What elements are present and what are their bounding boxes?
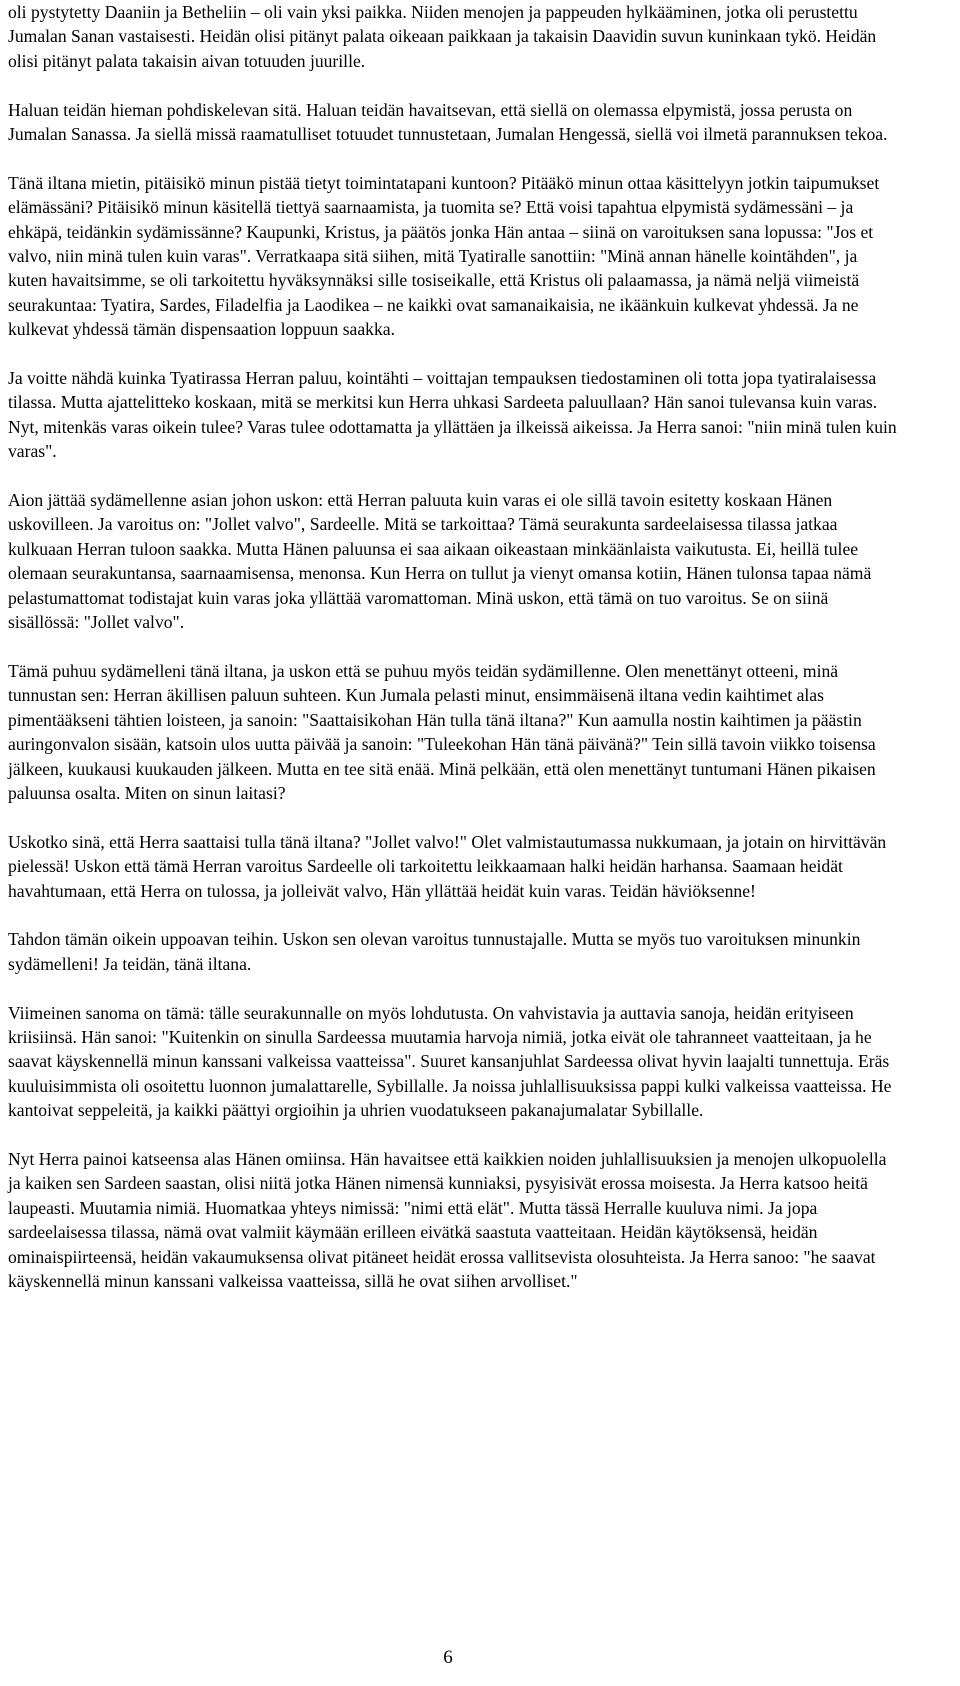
document-page [8,0,900,1318]
paragraph-1: oli pystytetty Daaniin ja Betheliin – oli vain yksi paikka. Niiden menojen ja pappeuden hylkääminen, jotka oli perustettu Jumalan Sanan vastaisesti. Heidän olisi pitänyt palata oikeaan paikkaan ja takaisin Daavidin suvun kuninkaan tykö. Heidän olisi pitänyt palata takaisin aivan totuuden juurille. [8,2,877,71]
paragraph-2: Haluan teidän hieman pohdiskelevan sitä. Haluan teidän havaitsevan, että siellä on olemassa elpymistä, jossa perusta on Jumalan Sanassa. Ja siellä missä raamatulliset totuudet tunnustetaan, Jumalan Hengessä, siellä voi ilmetä parannuksen tekoa. [8,99,888,145]
paragraph-10: Nyt Herra painoi katseensa alas Hänen omiinsa. Hän havaitsee että kaikkien noiden juhlallisuuksien ja menojen ulkopuolella ja kaiken sen Sardeen saastan, olisi niitä jotka Hänen nimensä kunniaksi, pysyisivät erossa moisesta. Ja Herra katsoo heitä laupeasti. Muutamia nimiä. Huomatkaa yhteys nimissä: "nimi että elät". Mutta tässä Herralle kuuluva nimi. Ja jopa sardeelaisessa tilassa, nämä ovat valmiit käymään erilleen eivätkä saastuta vaatteitaan. Heidän käytöksensä, heidän ominaispiirteensä, heidän vakaumuksensa olivat pitäneet heidät erossa vallitsevista olosuhteista. Ja Herra sanoo: "he saavat käyskennellä minun kanssani valkeissa vaatteissa, sillä he ovat siihen arvolliset." [8,1148,887,1291]
paragraph-5: Aion jättää sydämellenne asian johon uskon: että Herran paluuta kuin varas ei ole sillä tavoin esitetty koskaan Hänen uskovilleen. Ja varoitus on: "Jollet valvo", Sardeelle. Mitä se tarkoittaa? Tämä seurakunta sardeelaisessa tilassa jatkaa kulkuaan Herran tuloon saakka. Mutta Hänen paluunsa ei saa aikaan oikeastaan minkäänlaista vaikutusta. Ei, heillä tulee olemaan seurakuntansa, saarnaamisensa, menonsa. Kun Herra on tullut ja vienyt omansa kotiin, Hänen tulonsa tapaa nämä pelastumattomat todistajat kuin varas joka yllättää varomattoman. Minä uskon, että tämä on tuo varoitus. Se on siinä sisällössä: "Jollet valvo". [8,490,872,633]
paragraph-9: Viimeinen sanoma on tämä: tälle seurakunnalle on myös lohdutusta. On vahvistavia ja auttavia sanoja, heidän erityiseen kriisiinsä. Hän sanoi: "Kuitenkin on sinulla Sardeessa muutamia harvoja nimiä, jotka eivät ole tahranneet vaatteitaan, ja he saavat käyskennellä minun kanssani valkeissa vaatteissa". Suuret kansanjuhlat Sardeessa olivat hyvin laajalti tunnettuja. Eräs kuuluisimmista oli osoitettu luonnon jumalattarelle, Sybillalle. Ja noissa juhlallisuuksissa pappi kulki valkeissa vaatteissa. He kantoivat seppeleitä, ja kaikki päättyi orgioihin ja uhrien vuodatukseen pakanajumalatar Sybillalle. [8,1002,892,1121]
paragraph-6: Tämä puhuu sydämelleni tänä iltana, ja uskon että se puhuu myös teidän sydämillenne. Olen menettänyt otteeni, minä tunnustan sen: Herran äkillisen paluun suhteen. Kun Jumala pelasti minut, ensimmäisenä iltana vedin kaihtimet alas pimentääkseni tähtien loisteen, ja sanoin: "Saattaisikohan Hän tulla tänä iltana?" Kun aamulla nostin kaihtimen ja päästin auringonvalon sisään, katsoin ulos uutta päivää ja sanoin: "Tuleekohan Hän tänä päivänä?" Tein sillä tavoin viikko toisensa jälkeen, kuukausi kuukauden jälkeen. Mutta en tee sitä enää. Minä pelkään, että olen menettänyt tuntumani Hänen pikaisen paluunsa osalta. Miten on sinun laitasi? [8,660,876,803]
paragraph-3: Tänä iltana mietin, pitäisikö minun pistää tietyt toimintatapani kuntoon? Pitääkö minun ottaa käsittelyyn jotkin taipumukset elämässäni? Pitäisikö minun käsitellä tiettyä saarnaamista, ja tuomita se? Että voisi tapahtua elpymistä sydämessäni – ja ehkäpä, teidänkin sydämissänne? Kaupunki, Kristus, ja päätös jonka Hän antaa – siinä on varoituksen sana lopussa: "Jos et valvo, niin minä tulen kuin varas". Verratkaapa sitä siihen, mitä Tyatiralle sanottiin: "Minä annan hänelle kointähden", ja kuten havaitsimme, se oli tarkoitettu hyväksynnäksi sille tosiseikalle, että Kristus oli palaamassa, ja nämä neljä viimeistä seurakuntaa: Tyatira, Sardes, Filadelfia ja Laodikea – ne kaikki ovat samanaikaisia, ne ikäänkuin kulkevat yhdessä. Ja ne kulkevat yhdessä tämän dispensaation loppuun saakka. [8,172,880,340]
page-number: 6 [443,1647,453,1668]
paragraph-7: Uskotko sinä, että Herra saattaisi tulla tänä iltana? "Jollet valvo!" Olet valmistautumassa nukkumaan, ja jotain on hirvittävän pielessä! Uskon että tämä Herran varoitus Sardeelle oli tarkoitettu leikkaamaan halki heidän harhansa. Saamaan heidät havahtumaan, että Herra on tulossa, ja jolleivät valvo, Hän yllättää heidät kuin varas. Teidän häviöksenne! [8,831,887,901]
paragraph-4: Ja voitte nähdä kuinka Tyatirassa Herran paluu, kointähti – voittajan tempauksen tiedostaminen oli totta jopa tyatiralaisessa tilassa. Mutta ajattelitteko koskaan, mitä se merkitsi kun Herra uhkasi Sardeeta paluullaan? Hän sanoi tulevansa kuin varas. Nyt, mitenkäs varas oikein tulee? Varas tulee odottamatta ja yllättäen ja ilkeissä aikeissa. Ja Herra sanoi: "niin minä tulen kuin varas". [8,368,897,462]
paragraph-8: Tahdon tämän oikein uppoavan teihin. Uskon sen olevan varoitus tunnustajalle. Mutta se myös tuo varoituksen minunkin sydämelleni! Ja teidän, tänä iltana. [8,929,861,974]
